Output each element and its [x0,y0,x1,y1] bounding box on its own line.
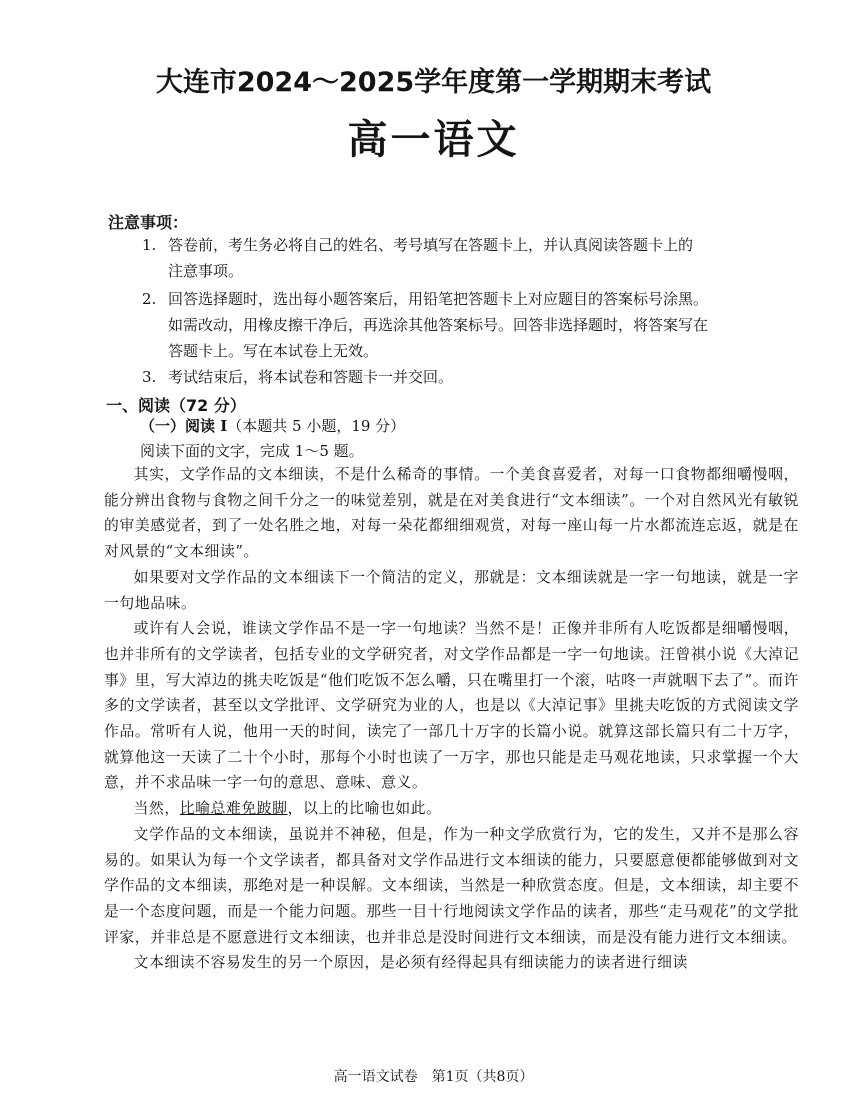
passage-text: 当然， [133,800,180,818]
page-footer: 高一语文试卷 第1页（共8页） [333,1069,534,1085]
reading-instruction: 阅读下面的文字，完成 1～5 题。 [140,442,364,460]
passage-paragraph: 文学作品的文本细读，虽说并不神秘，但是，作为一种文学欣赏行为，它的发生，又并不是那么容易的。如果认为每一个文学读者，都具备对文学作品进行文本细读的能力，只要愿意便都能够做到对文学作品的文本细读，那绝对是一种误解。文本细读，当然是一种欣赏态度。但是，文本细读，却主要不是一个态度问题，而是一个能力问题。那些一目十行地阅读文学作品的读者，那些“走马观花”的文学批评家，并非总是不愿意进行文本细读，也并非总是没时间进行文本细读，而是没有能力进行文本细读。 [104,825,799,946]
passage-paragraph: 或许有人会说，谁读文学作品不是一字一句地读？当然不是！正像并非所有人吃饭都是细嚼慢咽，也并非所有的文学读者，包括专业的文学研究者，对文学作品都是一字一句地读。汪曾祺小说《大淖记事》里，写大淖边的挑夫吃饭是“他们吃饭不怎么嚼，只在嘴里打一个滚，咕咚一声就咽下去了”。而许多的文学读者，甚至以文学批评、文学研究为业的人，也是以《大淖记事》里挑夫吃饭的方式阅读文学作品。常听有人说，他用一天的时间，读完了一部几十万字的长篇小说。就算这部长篇只有二十万字，就算他这一天读了二十个小时，那每个小时也读了一万字，那也只能是走马观花地读，只求掌握一个大意，并不求品味一字一句的意思、意味、意义。 [104,620,799,792]
note-number: 2. [142,290,157,308]
notes-heading: 注意事项： [108,213,189,232]
passage-paragraph: 其实，文学作品的文本细读，不是什么稀奇的事情。一个美食喜爱者，对每一口食物都细嚼慢咽，能分辨出食物与食物之间千分之一的味觉差别，就是在对美食进行“文本细读”。一个对自然风光有敏锐的审美感觉者，到了一处名胜之地，对每一朵花都细细观赏，对每一座山每一片水都流连忘返，就是在对风景的“文本细读”。 [104,466,799,561]
sub-section-heading [140,415,405,436]
note-item-1 [142,232,792,284]
note-text: 回答选择题时，选出每小题答案后，用铅笔把答题卡上对应题目的答案标号涂黑。 [168,290,709,308]
passage-paragraph [104,796,799,822]
note-text: 注意事项。 [168,262,244,280]
note-item-2 [142,286,792,364]
note-text: 答题卡上。写在本试卷上无效。 [168,342,379,360]
note-item-3 [142,364,792,390]
passage-text: ，以上的比喻也如此。 [287,800,442,818]
reading-passage [104,462,799,976]
note-number: 1. [142,236,157,254]
section-heading: 一、阅读（72 分） [106,396,246,415]
sub-section-label: （一）阅读 I [140,417,228,435]
note-number: 3. [142,368,157,386]
note-text: 答卷前，考生务必将自己的姓名、考号填写在答题卡上，并认真阅读答题卡上的 [168,236,694,254]
sub-section-detail: （本题共 5 小题，19 分） [227,417,406,435]
subject-title: 高一语文 [347,117,520,163]
passage-paragraph: 文本细读不容易发生的另一个原因，是必须有经得起具有细读能力的读者进行细读 [133,954,688,972]
exam-title: 大连市2024～2025学年度第一学期期末考试 [155,67,712,98]
underlined-phrase: 比喻总难免跛脚 [179,800,288,818]
note-text: 考试结束后，将本试卷和答题卡一并交回。 [168,368,454,386]
note-text: 如需改动，用橡皮擦干净后，再选涂其他答案标号。回答非选择题时，将答案写在 [168,316,709,334]
passage-paragraph: 如果要对文学作品的文本细读下一个简洁的定义，那就是：文本细读就是一字一句地读，就是一字一句地品味。 [104,568,799,612]
